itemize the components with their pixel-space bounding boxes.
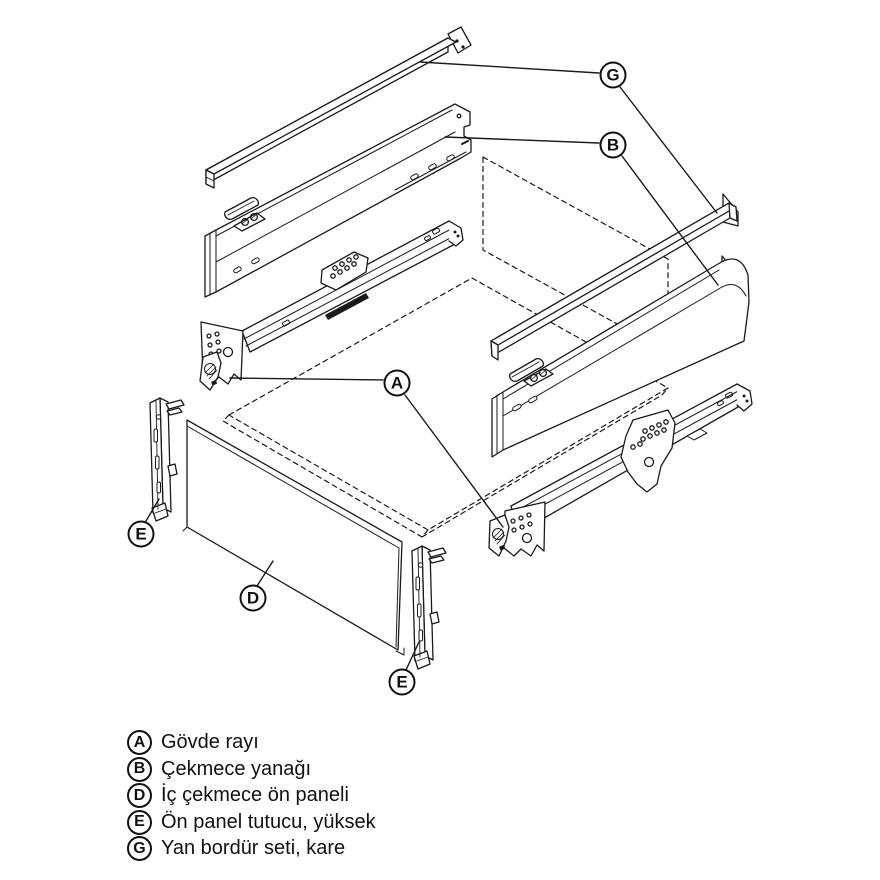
panel-holder-left xyxy=(150,398,184,521)
callout-A: A xyxy=(384,370,411,397)
legend-item-G xyxy=(127,837,376,861)
legend-badge-G: G xyxy=(127,836,152,861)
legend-item-D xyxy=(127,784,376,808)
legend-label-D: İç çekmece ön paneli xyxy=(161,784,349,807)
legend-label-A: Gövde rayı xyxy=(161,731,259,754)
panel-holder-right xyxy=(412,546,446,669)
legend-badge-B: B xyxy=(127,757,152,782)
legend-label-B: Çekmece yanağı xyxy=(161,757,312,780)
legend xyxy=(127,731,376,861)
drawer-side-right xyxy=(492,256,749,457)
legend-item-E xyxy=(127,811,376,835)
callout-G: G xyxy=(600,62,627,89)
legend-badge-E: E xyxy=(127,810,152,835)
callout-D: D xyxy=(240,585,267,612)
front-panel xyxy=(183,420,404,655)
callout-E: E xyxy=(389,669,416,696)
legend-badge-D: D xyxy=(127,783,152,808)
legend-badge-A: A xyxy=(127,730,152,755)
legend-label-G: Yan bordür seti, kare xyxy=(161,837,346,860)
legend-label-E: Ön panel tutucu, yüksek xyxy=(161,810,376,833)
legend-item-A xyxy=(127,731,376,755)
callout-E: E xyxy=(128,521,155,548)
callout-B: B xyxy=(600,132,627,159)
legend-item-B xyxy=(127,758,376,782)
